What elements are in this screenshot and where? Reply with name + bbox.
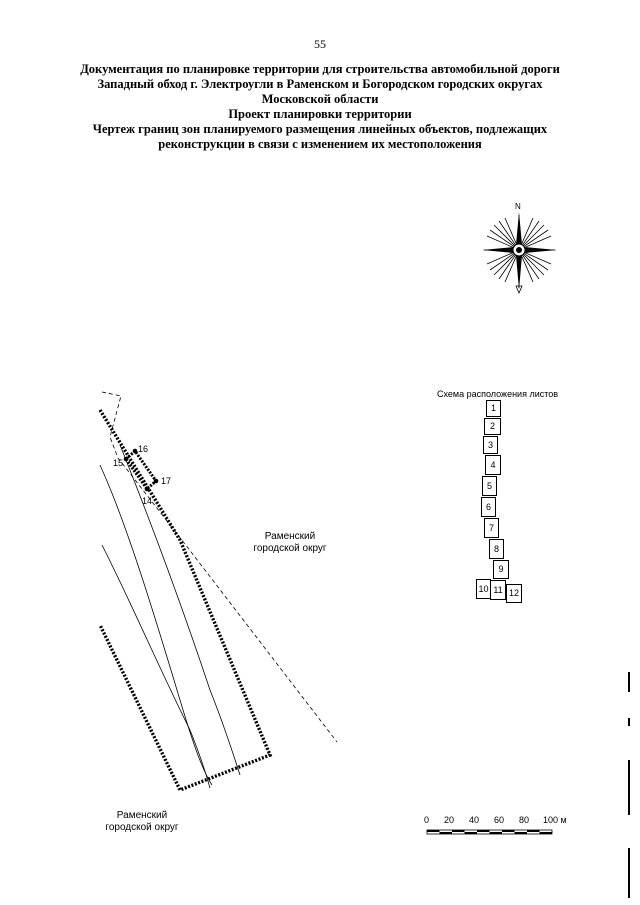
sheet-scheme-title: Схема расположения листов — [437, 389, 559, 399]
page-number: 55 — [314, 37, 326, 51]
scale-label-60: 60 — [494, 815, 505, 825]
area-label-right — [240, 531, 340, 555]
scale-label-40: 40 — [469, 815, 480, 825]
area-label-bottom — [92, 810, 192, 834]
sheet-7: 7 — [484, 518, 499, 538]
zone-boundary — [100, 410, 270, 790]
sheet-11: 11 — [490, 580, 506, 600]
reconstruction-zone — [124, 449, 159, 492]
compass-rose-icon — [482, 212, 557, 293]
scan-mark — [628, 848, 630, 898]
area-label-right-line2: городской округ — [253, 543, 327, 554]
scale-label-0: 0 — [424, 815, 430, 825]
title-line-3: Московской области — [261, 92, 379, 106]
area-label-bottom-line1: Раменский — [116, 810, 168, 821]
sheet-5: 5 — [482, 476, 497, 496]
point-label-16: 16 — [138, 444, 149, 454]
sheet-4: 4 — [485, 455, 501, 475]
sheet-9: 9 — [493, 560, 509, 579]
scale-label-20: 20 — [444, 815, 455, 825]
sheet-2: 2 — [484, 418, 501, 435]
sheet-1: 1 — [486, 400, 501, 417]
north-label: N — [515, 202, 521, 211]
point-label-14: 14 — [142, 496, 153, 506]
scan-mark — [628, 760, 630, 815]
title-line-2: Западный обход г. Электроугли в Раменском и Богородском городских округах — [97, 77, 543, 91]
title-line-4: Проект планировки территории — [228, 107, 412, 121]
sheet-6: 6 — [481, 497, 496, 517]
title-line-5: Чертеж границ зон планируемого размещения линейных объектов, подлежащих — [92, 122, 548, 136]
scale-bar — [427, 830, 552, 834]
scan-mark — [628, 718, 630, 726]
area-label-right-line1: Раменский — [264, 531, 316, 542]
sheet-3: 3 — [483, 436, 498, 454]
sheet-10: 10 — [476, 579, 491, 599]
sheet-12: 12 — [506, 584, 522, 603]
point-label-17: 17 — [161, 476, 172, 486]
point-label-15: 15 — [113, 458, 124, 468]
scan-mark — [628, 672, 630, 692]
area-label-bottom-line2: городской округ — [105, 822, 179, 833]
road-axis-lines — [100, 445, 240, 788]
scale-label-80: 80 — [519, 815, 530, 825]
scale-label-100m: 100 м — [543, 815, 567, 825]
title-line-6: реконструкции в связи с изменением их местоположения — [158, 137, 482, 151]
title-line-1: Документация по планировке территории для строительства автомобильной дороги — [80, 62, 560, 76]
sheet-8: 8 — [489, 539, 504, 559]
